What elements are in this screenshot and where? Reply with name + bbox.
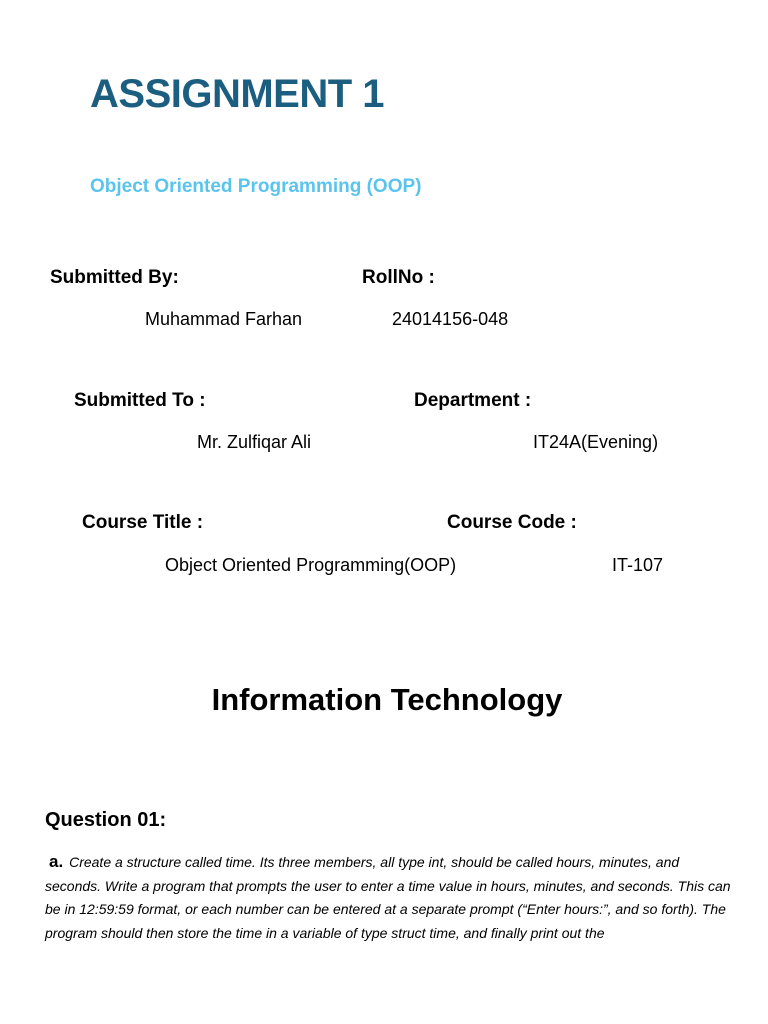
department-heading: Information Technology	[211, 682, 563, 717]
question-text	[45, 850, 735, 945]
question-part-marker: a.	[49, 852, 64, 871]
submitted-to-label: Submitted To :	[74, 390, 206, 411]
submitted-to-value: Mr. Zulfiqar Ali	[197, 432, 312, 452]
department-value: IT24A(Evening)	[533, 432, 659, 452]
roll-no-value: 24014156-048	[392, 309, 509, 329]
question-label: Question 01:	[45, 809, 167, 831]
assignment-title: ASSIGNMENT 1	[90, 72, 385, 116]
course-title-label: Course Title :	[82, 512, 204, 533]
question-body: Create a structure called time. Its three members, all type int, should be called hours, minutes, and seconds. Write a program that prompts the user to enter a time value in hours, minutes, and seconds. This can be in 12:59:59 format, or each number can be entered at a separate prompt (“Enter hours:”, and so forth). The program should then store the time in a variable of type struct time, and finally print out the	[45, 854, 731, 941]
course-subtitle: Object Oriented Programming (OOP)	[90, 176, 422, 197]
course-code-value: IT-107	[612, 555, 664, 575]
department-label: Department :	[414, 390, 532, 411]
course-code-label: Course Code :	[447, 512, 577, 533]
roll-no-label: RollNo :	[362, 267, 435, 288]
submitted-by-value: Muhammad Farhan	[145, 309, 303, 329]
course-title-value: Object Oriented Programming(OOP)	[165, 555, 457, 575]
submitted-by-label: Submitted By:	[50, 267, 179, 288]
